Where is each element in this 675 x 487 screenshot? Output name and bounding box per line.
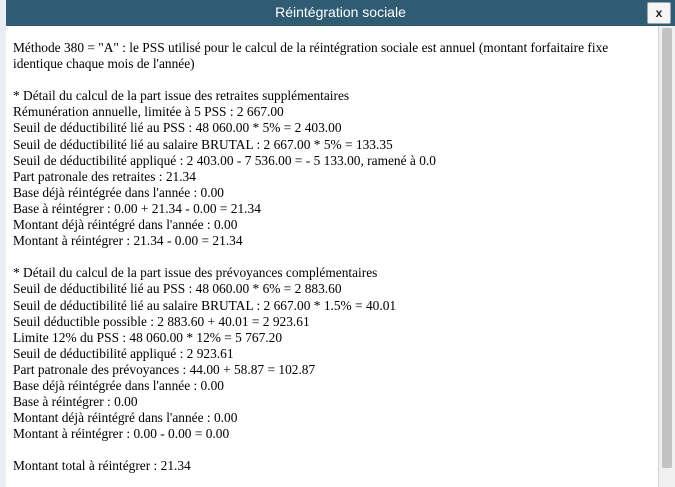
prevoyances-line: Seuil de déductibilité lié au salaire BRUTAL : 2 667.00 * 1.5% = 40.01 [13, 297, 397, 313]
retraites-line: Base déjà réintégrée dans l'année : 0.00 [13, 184, 224, 200]
total-line: Montant total à réintégrer : 21.34 [13, 458, 191, 474]
prevoyances-line: Base à réintégrer : 0.00 [13, 394, 138, 410]
vertical-scrollbar[interactable] [658, 26, 675, 487]
dialog-title: Réintégration sociale [275, 4, 406, 20]
retraites-line: Seuil de déductibilité lié au PSS : 48 060.00 * 5% = 2 403.00 [13, 120, 342, 136]
retraites-heading: * Détail du calcul de la part issue des retraites supplémentaires [13, 88, 350, 104]
prevoyances-line: Base déjà réintégrée dans l'année : 0.00 [13, 377, 224, 393]
retraites-line: Montant déjà réintégré dans l'année : 0.00 [13, 217, 238, 233]
scrollbar-thumb[interactable] [662, 28, 672, 468]
spacer [13, 72, 658, 88]
prevoyances-line: Limite 12% du PSS : 48 060.00 * 12% = 5 767.20 [13, 329, 283, 345]
retraites-line: Seuil de déductibilité appliqué : 2 403.00 - 7 536.00 = - 5 133.00, ramené à 0.0 [13, 152, 436, 168]
prevoyances-line: Seuil de déductibilité lié au PSS : 48 060.00 * 6% = 2 883.60 [13, 281, 342, 297]
retraites-line: Montant à réintégrer : 21.34 - 0.00 = 21.34 [13, 233, 243, 249]
spacer [13, 249, 658, 265]
retraites-line: Part patronale des retraites : 21.34 [13, 168, 196, 184]
dialog-content [6, 26, 658, 487]
retraites-line: Base à réintégrer : 0.00 + 21.34 - 0.00 = 21.34 [13, 200, 261, 216]
retraites-line: Rémunération annuelle, limitée à 5 PSS : 2 667.00 [13, 104, 284, 120]
dialog-titlebar[interactable] [6, 0, 675, 26]
retraites-line: Seuil de déductibilité lié au salaire BRUTAL : 2 667.00 * 5% = 133.35 [13, 136, 393, 152]
close-button[interactable]: x [647, 2, 671, 24]
spacer [13, 442, 658, 458]
method-intro-text: Méthode 380 = "A" : le PSS utilisé pour le calcul de la réintégration sociale est annuel (montant forfaitaire fixe identique chaque mois de l'année) [13, 40, 609, 72]
prevoyances-heading: * Détail du calcul de la part issue des prévoyances complémentaires [13, 265, 378, 281]
prevoyances-line: Montant à réintégrer : 0.00 - 0.00 = 0.00 [13, 426, 230, 442]
prevoyances-line: Montant déjà réintégré dans l'année : 0.00 [13, 410, 238, 426]
prevoyances-line: Seuil de déductibilité appliqué : 2 923.61 [13, 345, 234, 361]
prevoyances-line: Part patronale des prévoyances : 44.00 + 58.87 = 102.87 [13, 361, 316, 377]
prevoyances-line: Seuil déductible possible : 2 883.60 + 40.01 = 2 923.61 [13, 313, 310, 329]
